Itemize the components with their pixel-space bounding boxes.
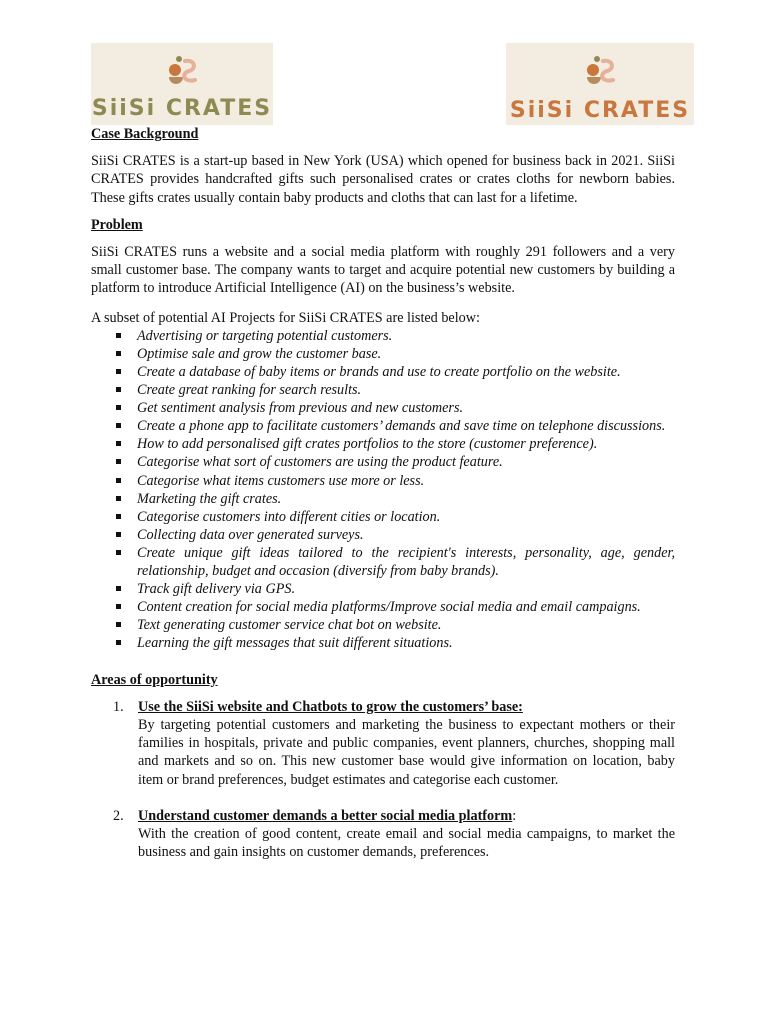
bullet-icon xyxy=(116,478,121,483)
list-item: Get sentiment analysis from previous and new customers. xyxy=(137,399,675,417)
bullet-icon xyxy=(116,532,121,537)
area-title: Use the SiiSi website and Chatbots to grow the customers’ base: xyxy=(138,698,523,715)
list-item: Text generating customer service chat bot on website. xyxy=(137,616,675,634)
case-background-text: SiiSi CRATES is a start-up based in New York (USA) which opened for business back in 2021. SiiSi CRATES provides handcrafted gifts such personalised crates or crates cloths for newborn babies. These gifts crates usually contain baby products and cloths that can last for a lifetime. xyxy=(91,153,675,206)
area-body: By targeting potential customers and marketing the business to expectant mothers or their families in hospitals, private and public companies, event planners, churches, shopping mall and markets and so on. This new customer base would give information on location, baby item or brand preferences, budget estimates and categorise each customer. xyxy=(138,716,675,788)
list-item: Learning the gift messages that suit different situations. xyxy=(137,634,675,652)
ai-projects-list xyxy=(91,327,675,653)
areas-of-opportunity-heading: Areas of opportunity xyxy=(91,671,218,688)
bullet-icon xyxy=(116,333,121,338)
bullet-icon xyxy=(116,351,121,356)
bullet-icon xyxy=(116,369,121,374)
areas-list xyxy=(91,698,675,862)
bullet-icon xyxy=(116,622,121,627)
bullet-icon xyxy=(116,423,121,428)
ai-projects-intro: A subset of potential AI Projects for SiiSi CRATES are listed below: xyxy=(91,309,480,326)
siisi-crates-logo-graphic xyxy=(91,43,273,125)
siisi-crates-logo-left xyxy=(91,43,273,125)
bullet-icon xyxy=(116,550,121,555)
case-background-heading: Case Background xyxy=(91,126,199,142)
list-item: How to add personalised gift crates portfolios to the store (customer preference). xyxy=(137,435,675,453)
list-item: Categorise what items customers use more or less. xyxy=(137,472,675,490)
problem-text: SiiSi CRATES runs a website and a social media platform with roughly 291 followers and a very small customer base. The company wants to target and acquire potential new customers by building a platform to introduce Artificial Intelligence (AI) on the business’s website. xyxy=(91,244,675,297)
list-item: Track gift delivery via GPS. xyxy=(137,580,675,598)
list-item: Categorise what sort of customers are using the product feature. xyxy=(137,453,675,471)
list-item: Create unique gift ideas tailored to the recipient's interests, personality, age, gender, relationship, budget and occasion (diversify from baby brands). xyxy=(137,544,675,580)
list-item: Categorise customers into different cities or location. xyxy=(137,508,675,526)
list-item: Advertising or targeting potential customers. xyxy=(137,327,675,345)
logo-text: SiiSi CRATES xyxy=(509,98,691,123)
siisi-crates-logo-right xyxy=(506,43,694,125)
area-body: With the creation of good content, create email and social media campaigns, to market the business and gain insights on customer demands, preferences. xyxy=(138,825,675,861)
bullet-icon xyxy=(116,459,121,464)
bullet-icon xyxy=(116,405,121,410)
bullet-icon xyxy=(116,496,121,501)
list-item: Create great ranking for search results. xyxy=(137,381,675,399)
bullet-icon xyxy=(116,640,121,645)
list-item: Marketing the gift crates. xyxy=(137,490,675,508)
document-body xyxy=(91,125,675,861)
list-item: Create a phone app to facilitate customers’ demands and save time on telephone discussions. xyxy=(137,417,675,435)
problem-heading: Problem xyxy=(91,216,143,233)
logo-text: SiiSi CRATES xyxy=(91,96,273,121)
list-item xyxy=(91,807,675,862)
list-item: Content creation for social media platforms/Improve social media and email campaigns. xyxy=(137,598,675,616)
area-title-suffix: : xyxy=(512,807,517,824)
list-item: Create a database of baby items or brands and use to create portfolio on the website. xyxy=(137,363,675,381)
list-item: Collecting data over generated surveys. xyxy=(137,526,675,544)
bullet-icon xyxy=(116,441,121,446)
area-title: Understand customer demands a better social media platform xyxy=(138,807,513,824)
siisi-crates-logo-graphic xyxy=(506,43,694,125)
list-item: Optimise sale and grow the customer base. xyxy=(137,345,675,363)
bullet-icon xyxy=(116,604,121,609)
list-item xyxy=(91,698,675,789)
bullet-icon xyxy=(116,514,121,519)
bullet-icon xyxy=(116,387,121,392)
bullet-icon xyxy=(116,586,121,591)
item-number: 2. xyxy=(113,807,124,824)
item-number: 1. xyxy=(113,698,124,715)
